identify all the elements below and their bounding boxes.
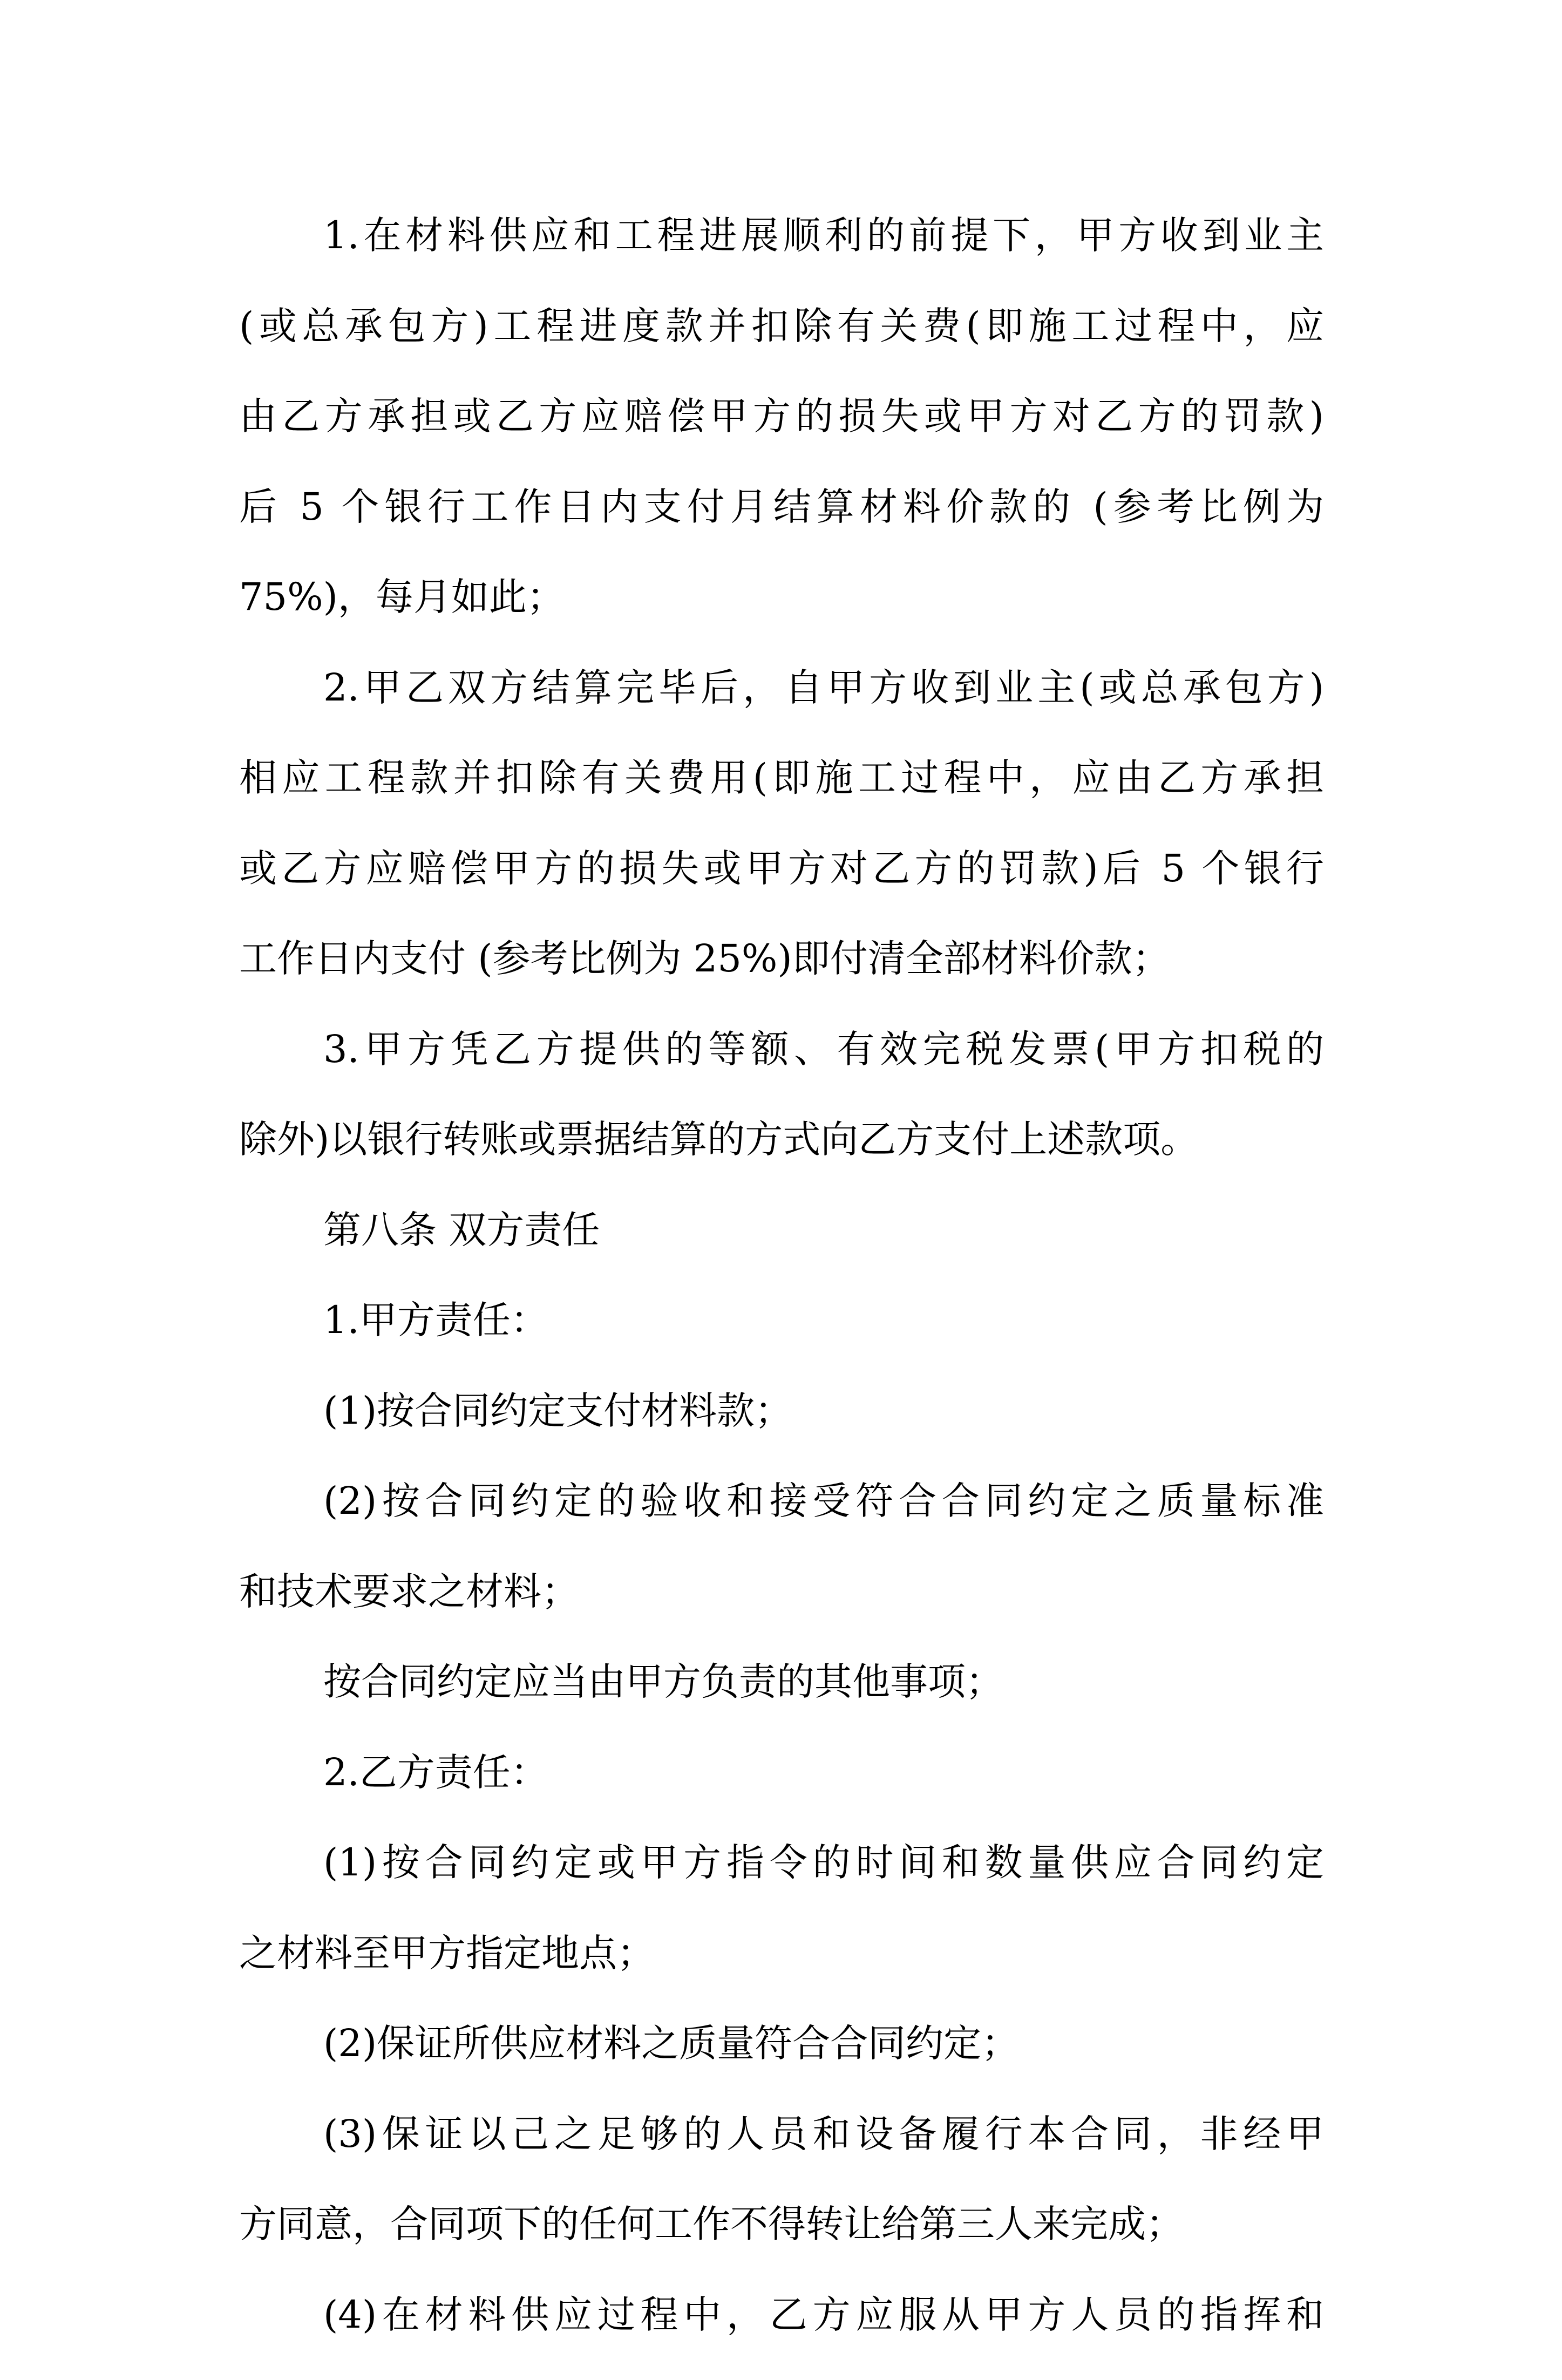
text-line-24: (4)在材料供应过程中，乙方应服从甲方人员的指挥和 — [239, 2290, 1324, 2380]
text-line-8: 或乙方应赔偿甲方的损失或甲方对乙方的罚款)后 5 个银行 — [239, 844, 1324, 934]
text-line-4: 后 5 个银行工作日内支付月结算材料价款的 (参考比例为 — [239, 482, 1324, 573]
text-line-15: (2)按合同约定的验收和接受符合合同约定之质量标准 — [239, 1476, 1324, 1567]
text-line-10: 3.甲方凭乙方提供的等额、有效完税发票(甲方扣税的 — [239, 1024, 1324, 1115]
text-line-5: 75%)，每月如此； — [239, 572, 1324, 663]
text-line-6: 2.甲乙双方结算完毕后，自甲方收到业主(或总承包方) — [239, 663, 1324, 753]
text-line-21: (2)保证所供应材料之质量符合合同约定； — [239, 2018, 1324, 2109]
text-line-3: 由乙方承担或乙方应赔偿甲方的损失或甲方对乙方的罚款) — [239, 391, 1324, 482]
text-line-1: 1.在材料供应和工程进展顺利的前提下，甲方收到业主 — [239, 210, 1324, 301]
text-line-16: 和技术要求之材料； — [239, 1567, 1324, 1657]
text-line-18: 2.乙方责任： — [239, 1747, 1324, 1838]
section-heading: 第八条 双方责任 — [239, 1205, 1324, 1296]
text-line-9: 工作日内支付 (参考比例为 25%)即付清全部材料价款； — [239, 934, 1324, 1024]
text-line-14: (1)按合同约定支付材料款； — [239, 1386, 1324, 1477]
text-line-17: 按合同约定应当由甲方负责的其他事项； — [239, 1657, 1324, 1747]
text-line-7: 相应工程款并扣除有关费用(即施工过程中，应由乙方承担 — [239, 753, 1324, 844]
document-body — [239, 210, 1324, 2380]
text-line-19: (1)按合同约定或甲方指令的时间和数量供应合同约定 — [239, 1838, 1324, 1928]
text-line-2: (或总承包方)工程进度款并扣除有关费(即施工过程中，应 — [239, 301, 1324, 392]
text-line-23: 方同意，合同项下的任何工作不得转让给第三人来完成； — [239, 2199, 1324, 2290]
text-line-20: 之材料至甲方指定地点； — [239, 1928, 1324, 2019]
text-line-22: (3)保证以己之足够的人员和设备履行本合同，非经甲 — [239, 2109, 1324, 2200]
text-line-11: 除外)以银行转账或票据结算的方式向乙方支付上述款项。 — [239, 1114, 1324, 1205]
text-line-13: 1.甲方责任： — [239, 1295, 1324, 1386]
